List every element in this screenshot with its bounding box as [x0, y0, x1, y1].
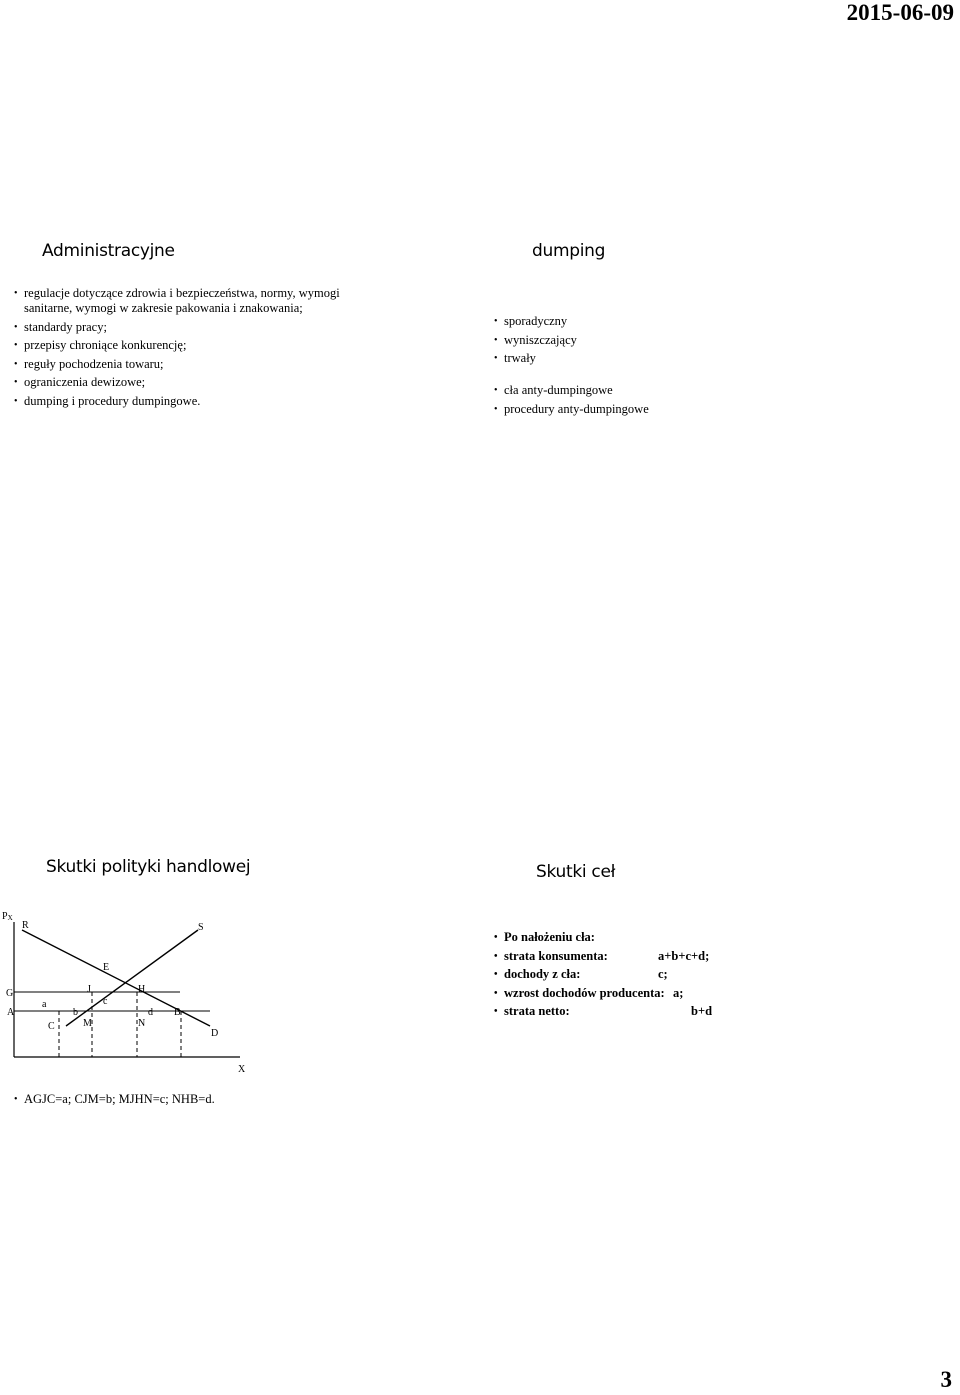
slide-title-skutki-cel: Skutki ceł: [536, 862, 616, 882]
diagram-note: • AGJC=a; CJM=b; MJHN=c; NHB=d.: [14, 1092, 215, 1107]
list-item: • sporadyczny: [494, 314, 649, 329]
list-item: • dumping i procedury dumpingowe.: [14, 394, 340, 409]
list-item: • wyniszczający: [494, 333, 649, 348]
label-g: G: [6, 988, 14, 999]
list-item: [14, 286, 340, 316]
label-area-b: b: [73, 1007, 78, 1018]
list-item-line: sanitarne, wymogi w zakresie pakowania i znakowania;: [24, 301, 303, 315]
slide-title-administracyjne: Administracyjne: [42, 241, 175, 261]
list-item: • przepisy chroniące konkurencję;: [14, 338, 340, 353]
list-item: [494, 930, 724, 945]
list-item: [494, 967, 724, 982]
label-r: R: [22, 920, 29, 931]
page-number: 3: [940, 1367, 952, 1392]
label-area-a: a: [42, 999, 47, 1010]
supply-demand-diagram: [0, 900, 300, 1085]
demand-line: [22, 930, 210, 1026]
list-item: [494, 1004, 724, 1019]
list-item: • ograniczenia dewizowe;: [14, 375, 340, 390]
label-c: C: [48, 1021, 55, 1032]
list-item: • procedury anty-dumpingowe: [494, 402, 649, 417]
list-item-label: strata konsumenta:: [504, 948, 608, 963]
label-a-level: A: [7, 1007, 15, 1018]
list-item: [494, 986, 724, 1001]
slide-title-skutki-polityki: Skutki polityki handlowej: [46, 857, 251, 877]
diagram-note-list: [14, 1092, 215, 1111]
list-item-amount: c;: [658, 967, 668, 981]
administracyjne-list: [14, 286, 340, 412]
list-item-label: dochody z cła:: [504, 967, 581, 981]
label-area-d: d: [148, 1007, 153, 1018]
list-item-label: Po nałożeniu cła:: [504, 930, 595, 944]
label-area-c: c: [103, 996, 108, 1007]
list-item: • standardy pracy;: [14, 320, 340, 335]
list-item-line: regulacje dotyczące zdrowia i bezpieczeństwa, normy, wymogi: [24, 286, 340, 300]
list-item: • trwały: [494, 351, 649, 366]
label-d-curve: D: [211, 1028, 219, 1039]
list-item-amount: b+d: [691, 1004, 713, 1018]
list-item-label: wzrost dochodów producenta:: [504, 985, 665, 1000]
label-b-point: B: [174, 1007, 181, 1018]
label-h: H: [138, 984, 146, 995]
list-item-amount: a+b+c+d;: [658, 948, 710, 963]
list-item-label: strata netto:: [504, 1004, 570, 1018]
document-date: 2015-06-09: [846, 0, 954, 25]
list-item: [494, 949, 724, 964]
skutki-cel-list: [494, 930, 724, 1023]
list-item-amount: a;: [673, 985, 684, 1000]
label-s: S: [198, 922, 204, 933]
label-e: E: [103, 962, 110, 973]
label-y-axis: PX: [2, 911, 13, 922]
label-j: J: [87, 984, 91, 995]
label-m: M: [83, 1018, 92, 1029]
list-item: • reguły pochodzenia towaru;: [14, 357, 340, 372]
dumping-list: [494, 314, 649, 420]
label-n: N: [138, 1018, 146, 1029]
label-x-axis: X: [238, 1064, 246, 1075]
slide-title-dumping: dumping: [532, 241, 606, 261]
list-item: • cła anty-dumpingowe: [494, 383, 649, 398]
